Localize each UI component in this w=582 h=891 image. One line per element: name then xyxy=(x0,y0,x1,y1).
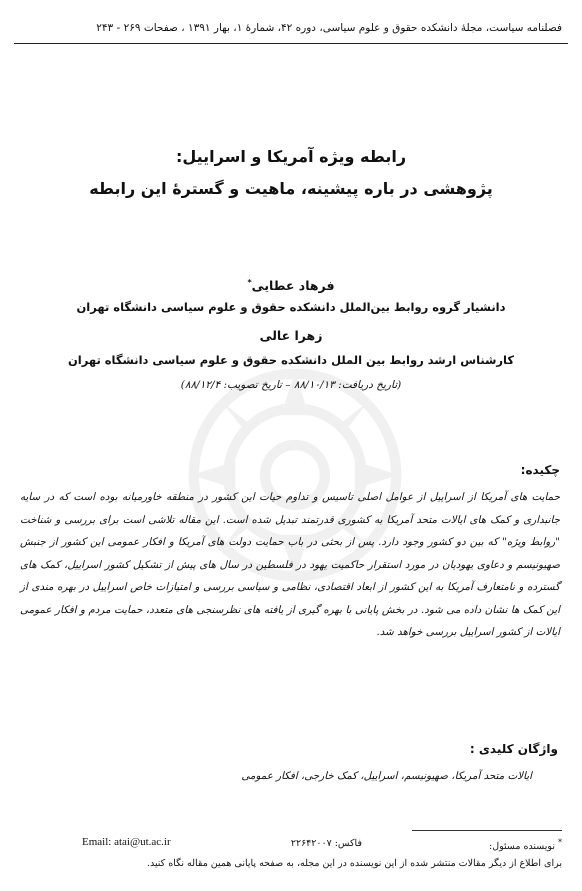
abstract-heading: چکیده: xyxy=(520,463,560,477)
author-2-affiliation: کارشناس ارشد روابط بین الملل دانشکده حقوق و علوم سیاسی دانشگاه تهران xyxy=(67,353,515,367)
article-title-line2: پژوهشی در باره پیشینه، ماهیت و گسترهٔ این رابطه xyxy=(89,179,493,198)
footnote-contact xyxy=(20,838,562,852)
article-title-line1: رابطه ویژه آمریکا و اسراییل: xyxy=(175,147,407,166)
author-2-name: زهرا عالی xyxy=(259,328,323,343)
footnote-email: Email: atai@ut.ac.ir xyxy=(82,836,171,848)
author-1 xyxy=(20,278,562,293)
footnote-author-label: * نویسنده مسئول: xyxy=(489,838,562,853)
footnote-divider xyxy=(412,830,562,831)
author-1-mark: * xyxy=(247,278,252,287)
author-1-affiliation: دانشیار گروه روابط بین‌الملل دانشکده حقوق و علوم سیاسی دانشگاه تهران xyxy=(76,300,506,314)
keywords-heading: واژگان کلیدی : xyxy=(469,742,558,756)
footnote-fax: فاکس: ۲۲۶۴۲۰۰۷ xyxy=(290,838,362,849)
footnote-mark: * xyxy=(558,838,562,847)
header-divider xyxy=(14,43,568,44)
journal-header: فصلنامه سیاست، مجلهٔ دانشکده حقوق و علوم سیاسی، دوره ۴۲، شمارهٔ ۱، بهار ۱۳۹۱ ، صفحات ۲۶۹ - ۲۴۳ xyxy=(96,22,562,34)
keywords-text: ایالات متحد آمریکا، صهیونیسم، اسراییل، کمک خارجی، افکار عمومی xyxy=(241,770,532,782)
author-1-name: فرهاد عطایی xyxy=(251,278,335,294)
submission-dates: (تاریخ دریافت: ۸۸/۱۰/۱۳ – تاریخ تصویب: ۸۸/۱۲/۴) xyxy=(180,379,402,391)
footnote-note: برای اطلاع از دیگر مقالات منتشر شده از این نویسنده در این مجله، به صفحه پایانی همین مقاله نگاه کنید. xyxy=(146,858,562,869)
abstract-text: حمایت های آمریکا از اسراییل از عوامل اصلی تاسیس و تداوم حیات این کشور در منطقه خاورمیانه بوده است که در سایه جانبداری و کمک های ایالات متحد آمریکا به کشوری قدرتمند تبدیل شده است. این مقاله تلاشی است برای بررسی و شناخت "روابط ویژه" که بین دو کشور وجود دارد. پس از بحثی در باب حمایت دولت های آمریکا و افکار عمومی این کشور از جنبش صهیونیسم و دعاوی یهودیان در مورد استقرار حاکمیت یهود در فلسطین در سال های پیش از تشکیل کشور اسراییل، کمک های گسترده و نامتعارف آمریکا به این کشور از ابعاد اقتصادی، نظامی و سیاسی بررسی و امتیازات خاص اسراییل در بهره مندی از این کمک ها نشان داده می شود. در بخش پایانی با بهره گیری از یافته های نظرسنجی های متعدد، حمایت مردم و افکار عمومی ایالات از کشور اسراییل بررسی خواهد شد. xyxy=(20,491,560,638)
